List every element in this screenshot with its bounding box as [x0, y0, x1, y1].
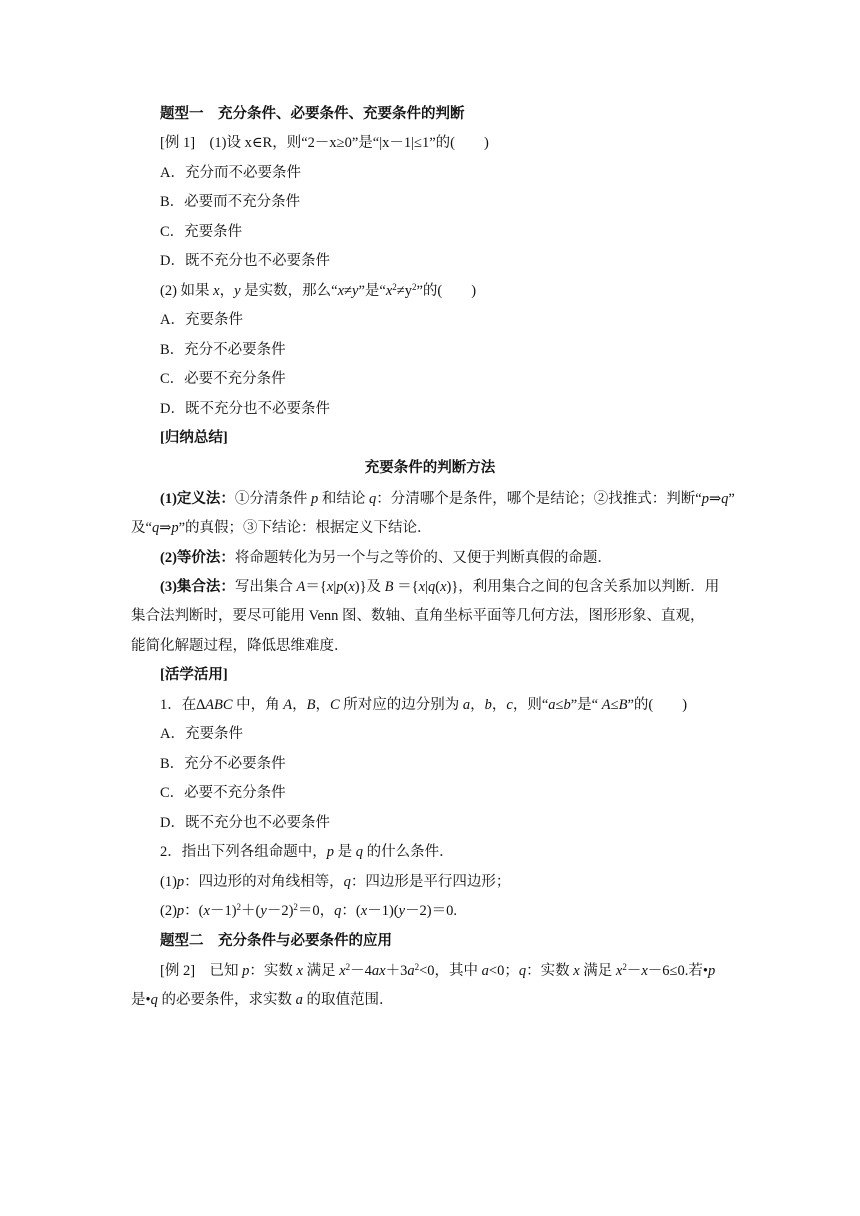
practice-q2-part2: (2)p：$(x-1)^2+(y-2)^2=0$，q：(x－1)(y－2)＝0. [160, 902, 458, 919]
summary-heading: [归纳总结] [160, 430, 228, 446]
summary-title: 充要条件的判断方法 [364, 460, 496, 476]
method1-line2: 及“q⇒p”的真假；③下结论：根据定义下结论． [131, 520, 432, 536]
practice-q2-part1: (1)p：四边形的对角线相等，q：四边形是平行四边形； [160, 874, 511, 890]
ex1-q2-option-b: B．充分不必要条件 [160, 342, 286, 358]
practice-q1-option-d: D．既不充分也不必要条件 [160, 815, 330, 831]
ex1-q2-option-d: D．既不充分也不必要条件 [160, 401, 330, 417]
section2-title: 题型二 充分条件与必要条件的应用 [160, 933, 392, 949]
example2-line1: [例 2] 已知 p：实数 x 满足 $x^2-4ax+3a^2<0$，其中 a<0；q：实数 x 满足 $x^2-x-6\le 0$.若•p [160, 962, 716, 979]
ex1-q1-option-a: A．充分而不必要条件 [160, 165, 301, 181]
ex1-q1-option-b: B．必要而不充分条件 [160, 194, 301, 210]
method1-line1: (1)定义法：①分清条件 p 和结论 q：分清哪个是条件，哪个是结论；②找推式：判断“p⇒q” [160, 491, 735, 507]
practice-q1-option-a: A．充要条件 [160, 726, 243, 742]
practice-q1-option-b: B．充分不必要条件 [160, 756, 286, 772]
section1-title: 题型一 充分条件、必要条件、充要条件的判断 [160, 106, 465, 122]
method3-line2: 集合法判断时，要尽可能用 Venn 图、数轴、直角坐标平面等几何方法，图形形象、直观， [131, 608, 705, 624]
ex1-q2-option-c: C．必要不充分条件 [160, 371, 286, 387]
method2: (2)等价法：将命题转化为另一个与之等价的、又便于判断真假的命题． [160, 550, 612, 566]
method3-line1: (3)集合法：写出集合 A＝{x|p(x)}及 B ＝{x|q(x)}，利用集合之间的包含关系加以判断．用 [160, 579, 720, 595]
practice-question1: 1．在∆ABC 中，角 A，B，C 所对应的边分别为 a，b，c，则“a≤b”是“ A≤B”的( ) [160, 697, 688, 713]
example1-question2: (2) 如果 x，y 是实数，那么“x≠y”是“$x^2\ne y^2$”的( ) [160, 282, 477, 299]
method3-line3: 能简化解题过程，降低思维难度． [131, 638, 349, 654]
practice-heading: [活学活用] [160, 667, 228, 683]
ex1-q2-option-a: A．充要条件 [160, 312, 243, 328]
practice-question2: 2．指出下列各组命题中，p 是 q 的什么条件． [160, 844, 454, 860]
practice-q1-option-c: C．必要不充分条件 [160, 785, 286, 801]
ex1-q1-option-d: D．既不充分也不必要条件 [160, 253, 330, 269]
example2-line2: 是•q 的必要条件，求实数 a 的取值范围． [131, 992, 394, 1008]
example1-question1: [例 1] (1)设 x∈R，则“2－x≥0”是“|x－1|≤1”的( ) [160, 135, 489, 151]
ex1-q1-option-c: C．充要条件 [160, 224, 243, 240]
